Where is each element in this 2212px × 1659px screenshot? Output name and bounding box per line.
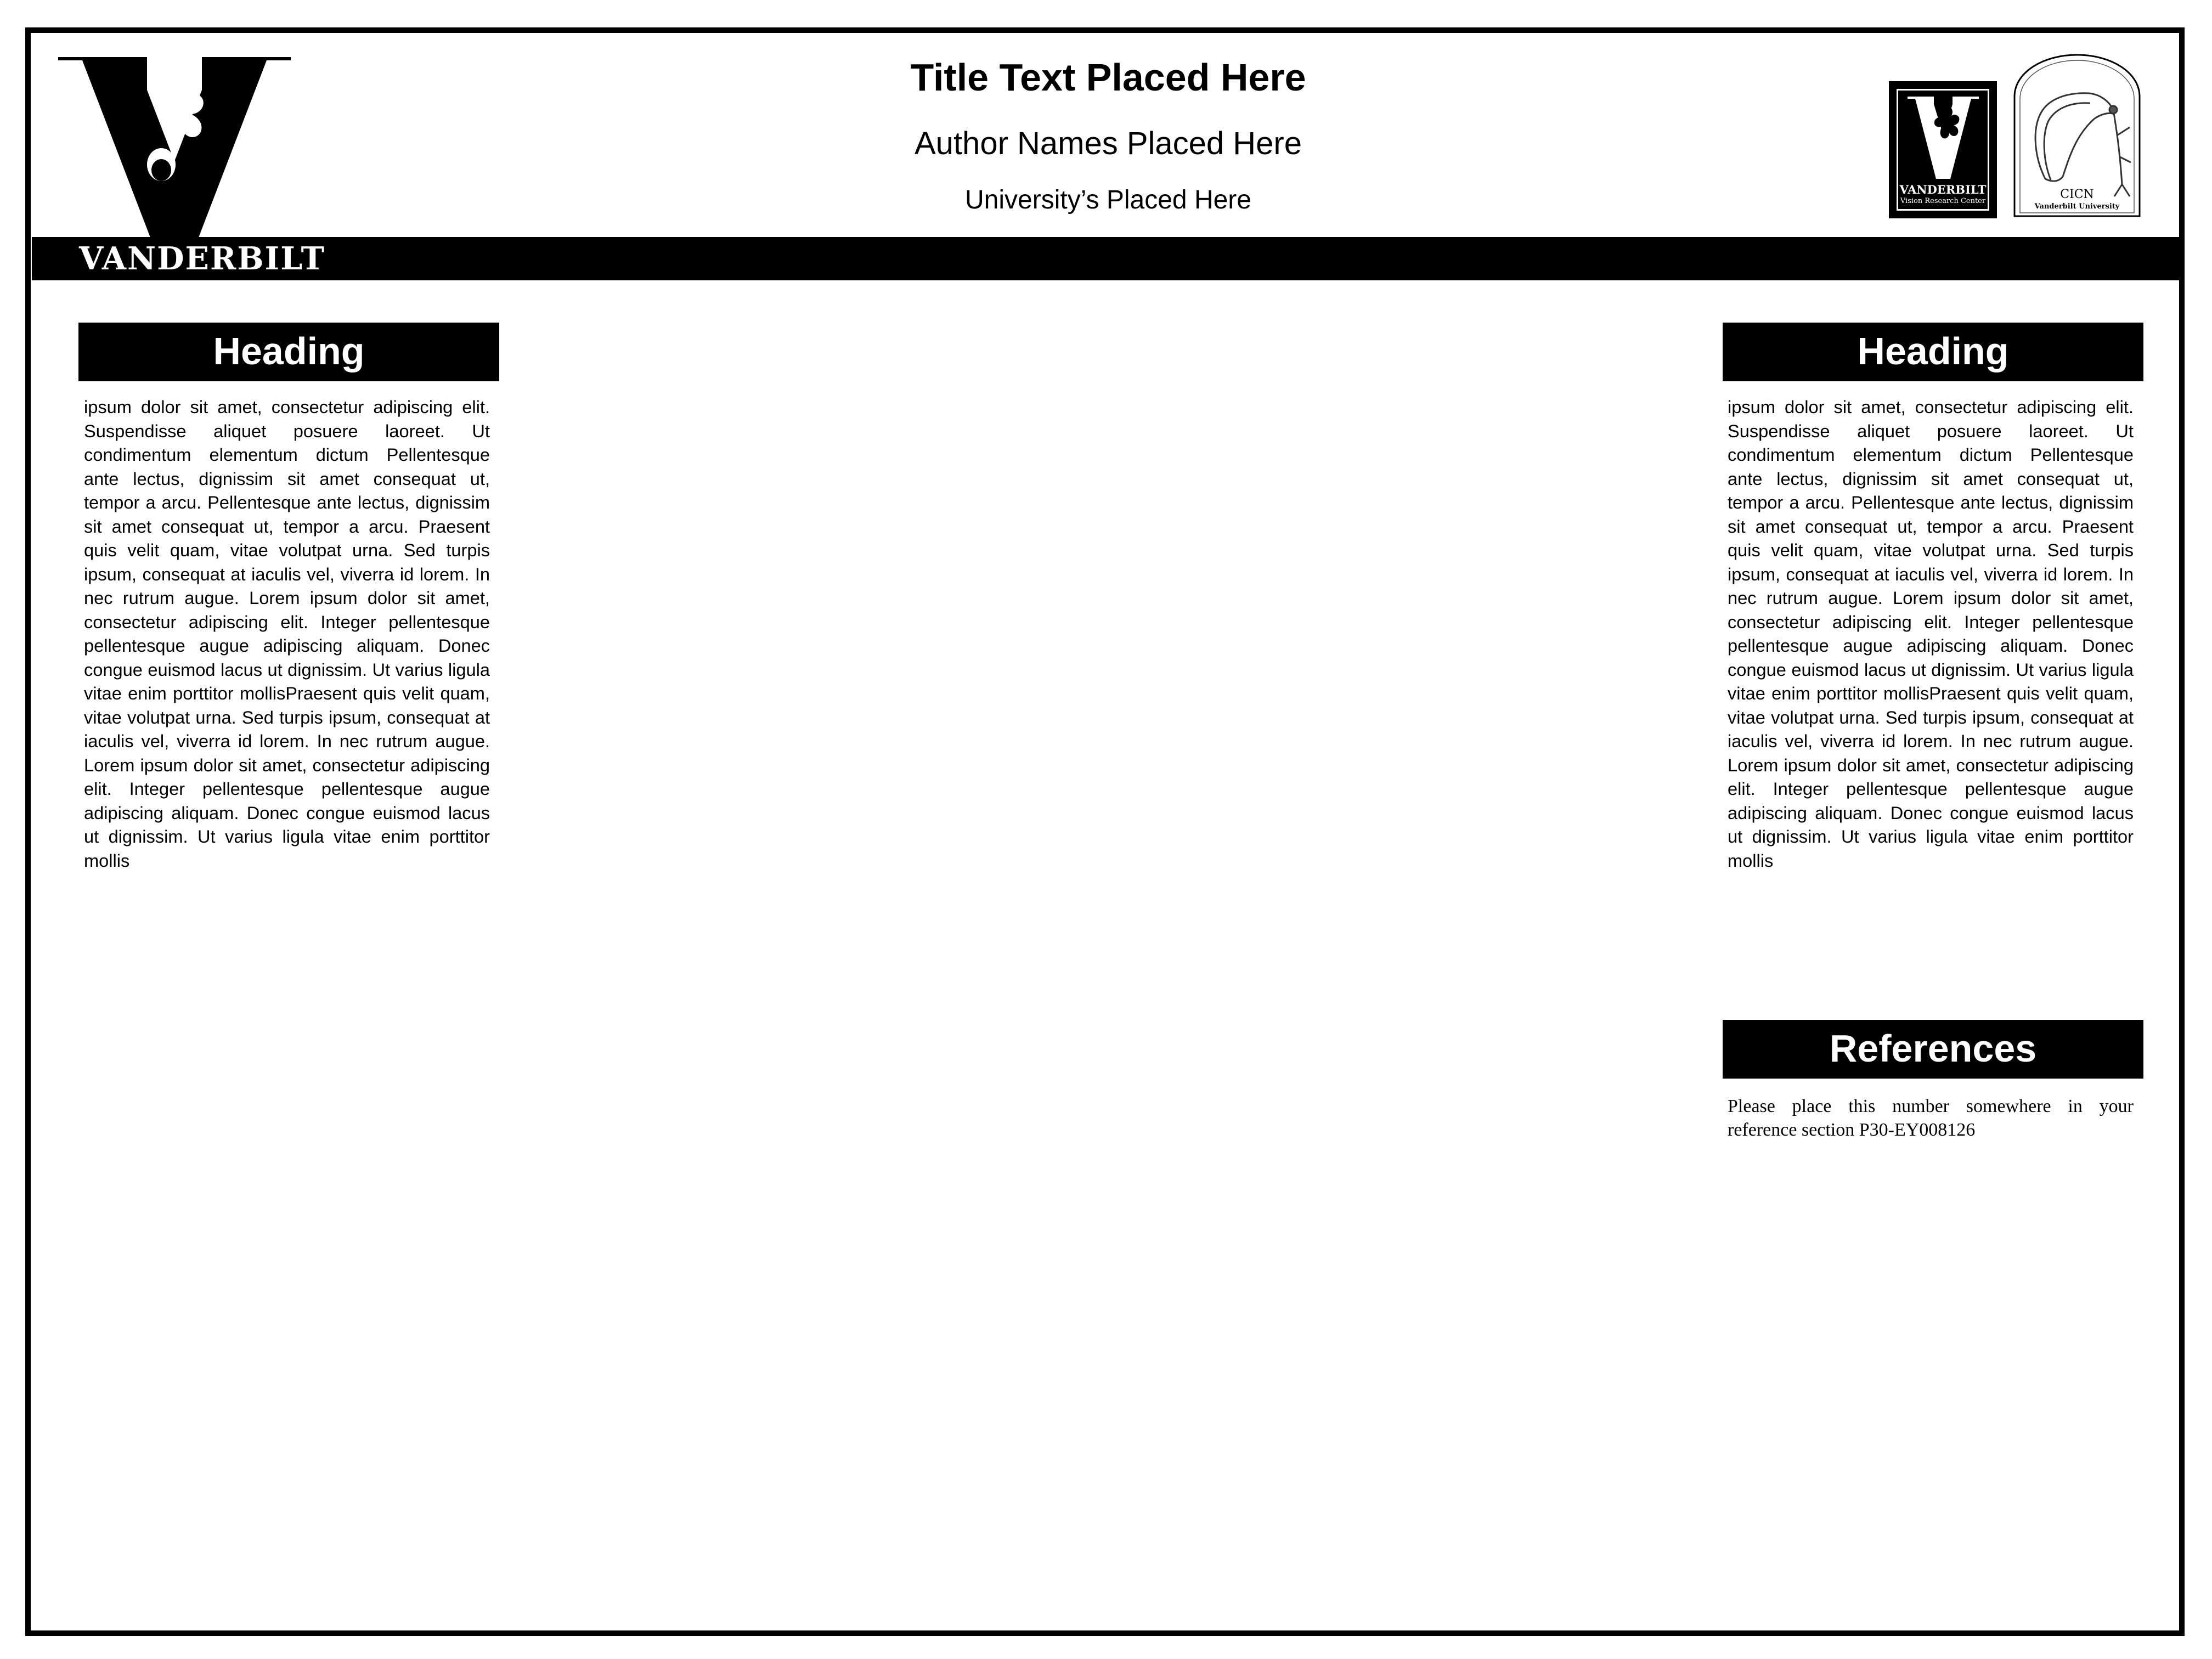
right-section-body: ipsum dolor sit amet, consectetur adipiscing elit. Suspendisse aliquet posuere laoreet. Ut condimentum elementum dictum Pellentesque ante lectus, dignissim sit amet consequat ut, tempor a arcu. Pellentesque ante lectus, dignissim sit amet consequat ut, tempor a arcu. Praesent quis velit quam, vitae volutpat urna. Sed turpis ipsum, consequat at iaculis vel, viverra id lorem. In nec rutrum augue. Lorem ipsum dolor sit amet, consectetur adipiscing elit. Integer pellentesque pellentesque augue adipiscing aliquam. Donec congue euismod lacus ut dignissim. Ut varius ligula vitae enim porttitor mollisPraesent quis velit quam, vitae volutpat urna. Sed turpis ipsum, consequat at iaculis vel, viverra id lorem. In nec rutrum augue. Lorem ipsum dolor sit amet, consectetur adipiscing elit. Integer pellentesque pellentesque augue adipiscing aliquam. Donec congue euismod lacus ut dignissim. Ut varius ligula vitae enim porttitor mollis xyxy=(1728,397,2134,871)
references-body: Please place this number somewhere in your reference section P30-EY008126 xyxy=(1728,1096,2134,1140)
vrc-subtitle: Vision Research Center xyxy=(1900,197,1986,205)
left-section-heading: Heading xyxy=(78,323,499,381)
cicn-subtitle: Vanderbilt University xyxy=(2034,202,2120,211)
vision-research-center-logo xyxy=(1889,81,1997,218)
poster-authors: Author Names Placed Here xyxy=(915,126,1302,161)
vanderbilt-wordmark: VANDERBILT xyxy=(79,240,326,277)
poster-universities: University’s Placed Here xyxy=(965,185,1251,215)
references-heading: References xyxy=(1723,1020,2143,1079)
vrc-name: VANDERBILT xyxy=(1899,183,1987,196)
right-section-heading: Heading xyxy=(1723,323,2143,381)
vrc-v-icon xyxy=(1908,97,1979,179)
cicn-name: CICN xyxy=(2060,188,2094,201)
acorn-icon xyxy=(147,148,176,181)
left-section-body: ipsum dolor sit amet, consectetur adipiscing elit. Suspendisse aliquet posuere laoreet. Ut condimentum elementum dictum Pellentesque ante lectus, dignissim sit amet consequat ut, tempor a arcu. Pellentesque ante lectus, dignissim sit amet consequat ut, tempor a arcu. Praesent quis velit quam, vitae volutpat urna. Sed turpis ipsum, consequat at iaculis vel, viverra id lorem. In nec rutrum augue. Lorem ipsum dolor sit amet, consectetur adipiscing elit. Integer pellentesque pellentesque augue adipiscing aliquam. Donec congue euismod lacus ut dignissim. Ut varius ligula vitae enim porttitor mollisPraesent quis velit quam, vitae volutpat urna. Sed turpis ipsum, consequat at iaculis vel, viverra id lorem. In nec rutrum augue. Lorem ipsum dolor sit amet, consectetur adipiscing elit. Integer pellentesque pellentesque augue adipiscing aliquam. Donec congue euismod lacus ut dignissim. Ut varius ligula vitae enim porttitor mollis xyxy=(84,397,490,871)
vanderbilt-v-logo xyxy=(58,57,291,240)
poster-title: Title Text Placed Here xyxy=(910,56,1306,99)
